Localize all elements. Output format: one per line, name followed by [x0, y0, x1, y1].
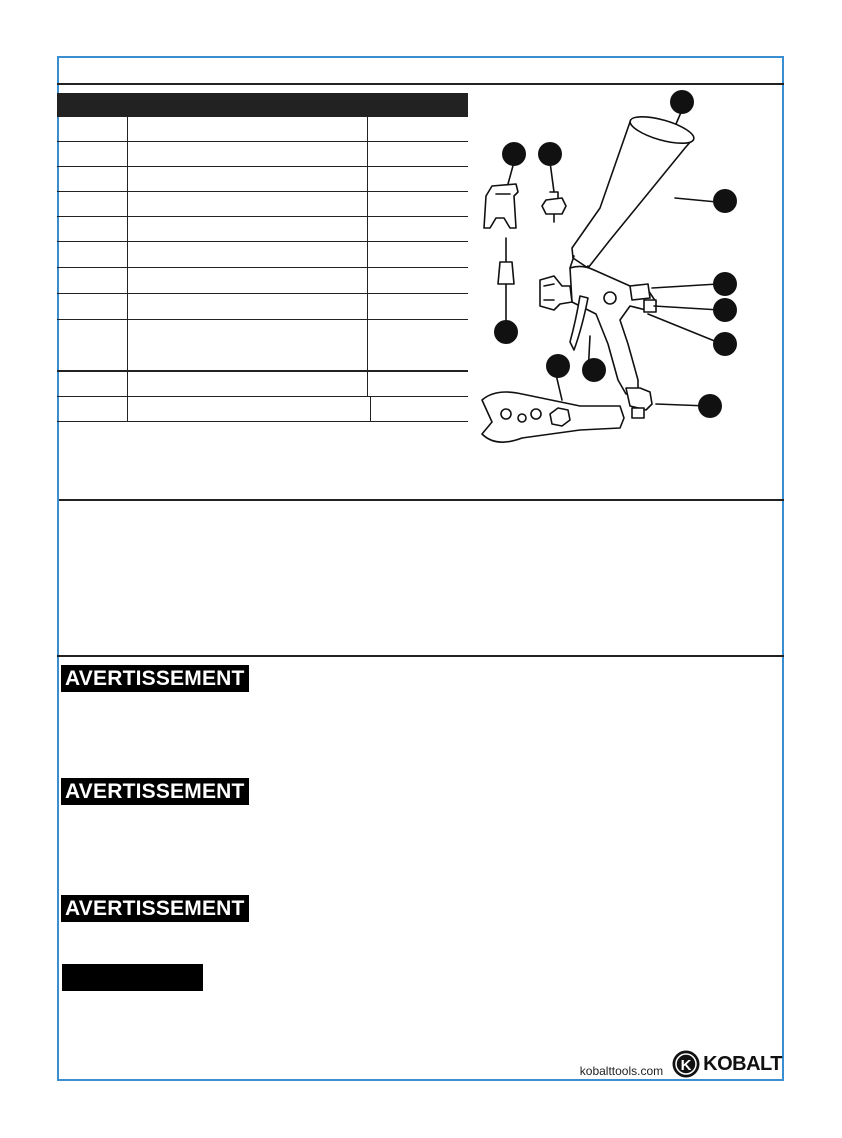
kobalt-logo — [671, 1049, 782, 1079]
kobalt-logo-icon — [671, 1049, 701, 1079]
table-row — [57, 117, 468, 142]
paint-cup — [572, 122, 692, 268]
notice-badge — [62, 964, 203, 991]
section-divider-top — [57, 83, 784, 85]
table-row — [57, 167, 468, 192]
brand-name: KOBALT — [703, 1052, 782, 1075]
table-row — [57, 320, 468, 372]
table-row — [57, 217, 468, 242]
spray-gun-parts-diagram — [470, 88, 780, 468]
table-row — [57, 294, 468, 320]
fluid-nozzle — [542, 198, 566, 214]
table-row — [57, 142, 468, 167]
section-divider-middle — [59, 499, 784, 501]
website-link[interactable]: kobalttools.com — [579, 1064, 664, 1078]
warning-badge-2: AVERTISSEMENT — [61, 778, 249, 805]
svg-text:K: K — [680, 1057, 692, 1074]
trigger — [570, 296, 588, 350]
warning-badge-1: AVERTISSEMENT — [61, 665, 249, 692]
table-row — [57, 192, 468, 217]
parts-table — [57, 93, 468, 422]
parts-table-header — [57, 93, 468, 117]
footer — [580, 1046, 782, 1082]
table-row — [57, 372, 468, 397]
air-cap — [484, 184, 518, 228]
table-row — [57, 397, 468, 422]
table-row — [57, 268, 468, 294]
section-divider-warnings — [57, 655, 784, 657]
warning-badge-3: AVERTISSEMENT — [61, 895, 249, 922]
table-row — [57, 242, 468, 268]
needle — [498, 238, 514, 284]
